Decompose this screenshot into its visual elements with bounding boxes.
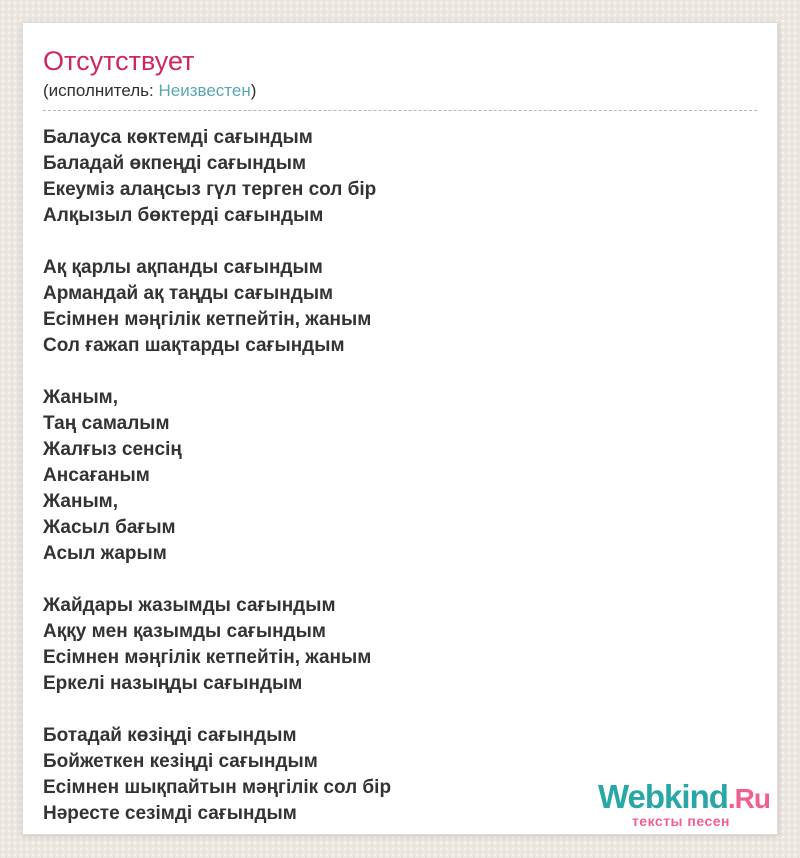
lyrics-stanza <box>43 255 757 359</box>
content-card-inner <box>23 23 777 827</box>
lyrics-line: Таң самалым <box>43 413 170 434</box>
lyrics-line: Бойжеткен кезіңді сағындым <box>43 751 318 772</box>
lyrics-line: Еркелі назыңды сағындым <box>43 673 303 694</box>
artist-line <box>43 81 757 111</box>
webkind-logo-link[interactable] <box>598 780 770 833</box>
artist-label-suffix: ) <box>250 81 257 100</box>
lyrics-line: Алқызыл бөктерді сағындым <box>43 205 324 226</box>
lyrics-line: Есімнен мәңгілік кетпейтін, жаным <box>43 309 372 330</box>
lyrics-line: Ансағаным <box>43 465 150 486</box>
lyrics-line: Балауса көктемді сағындым <box>43 127 313 148</box>
lyrics-line: Есімнен мәңгілік кетпейтін, жаным <box>43 647 372 668</box>
lyrics-line: Нәресте сезімді сағындым <box>43 803 297 824</box>
webkind-logo-text <box>598 780 770 816</box>
artist-link[interactable]: Неизвестен <box>158 81 251 100</box>
webkind-logo-domain: .Ru <box>727 783 770 814</box>
artist-label-prefix: (исполнитель: <box>43 81 159 100</box>
lyrics <box>43 125 757 827</box>
lyrics-line: Есімнен шықпайтын мәңгілік сол бір <box>43 777 392 798</box>
lyrics-stanza <box>43 125 757 229</box>
lyrics-line: Сол ғажап шақтарды сағындым <box>43 335 345 356</box>
lyrics-line: Ақ қарлы ақпанды сағындым <box>43 257 323 278</box>
lyrics-line: Жайдары жазымды сағындым <box>43 595 336 616</box>
lyrics-stanza <box>43 593 757 697</box>
lyrics-line: Жаным, <box>43 491 119 512</box>
page-title: Отсутствует <box>43 46 195 76</box>
lyrics-line: Екеуміз алаңсыз гүл терген сол бір <box>43 179 377 200</box>
webkind-logo-name: Webkind <box>597 778 728 815</box>
lyrics-line: Жаным, <box>43 387 119 408</box>
webkind-logo-tagline: тексты песен <box>631 813 730 829</box>
lyrics-line: Баладай өкпеңді сағындым <box>43 153 307 174</box>
lyrics-line: Асыл жарым <box>43 543 167 564</box>
lyrics-line: Ботадай көзіңді сағындым <box>43 725 297 746</box>
lyrics-stanza <box>43 385 757 567</box>
lyrics-line: Жалғыз сенсің <box>43 439 182 460</box>
lyrics-line: Аққу мен қазымды сағындым <box>43 621 326 642</box>
lyrics-line: Жасыл бағым <box>43 517 176 538</box>
lyrics-line: Армандай ақ таңды сағындым <box>43 283 334 304</box>
content-card <box>22 22 778 835</box>
